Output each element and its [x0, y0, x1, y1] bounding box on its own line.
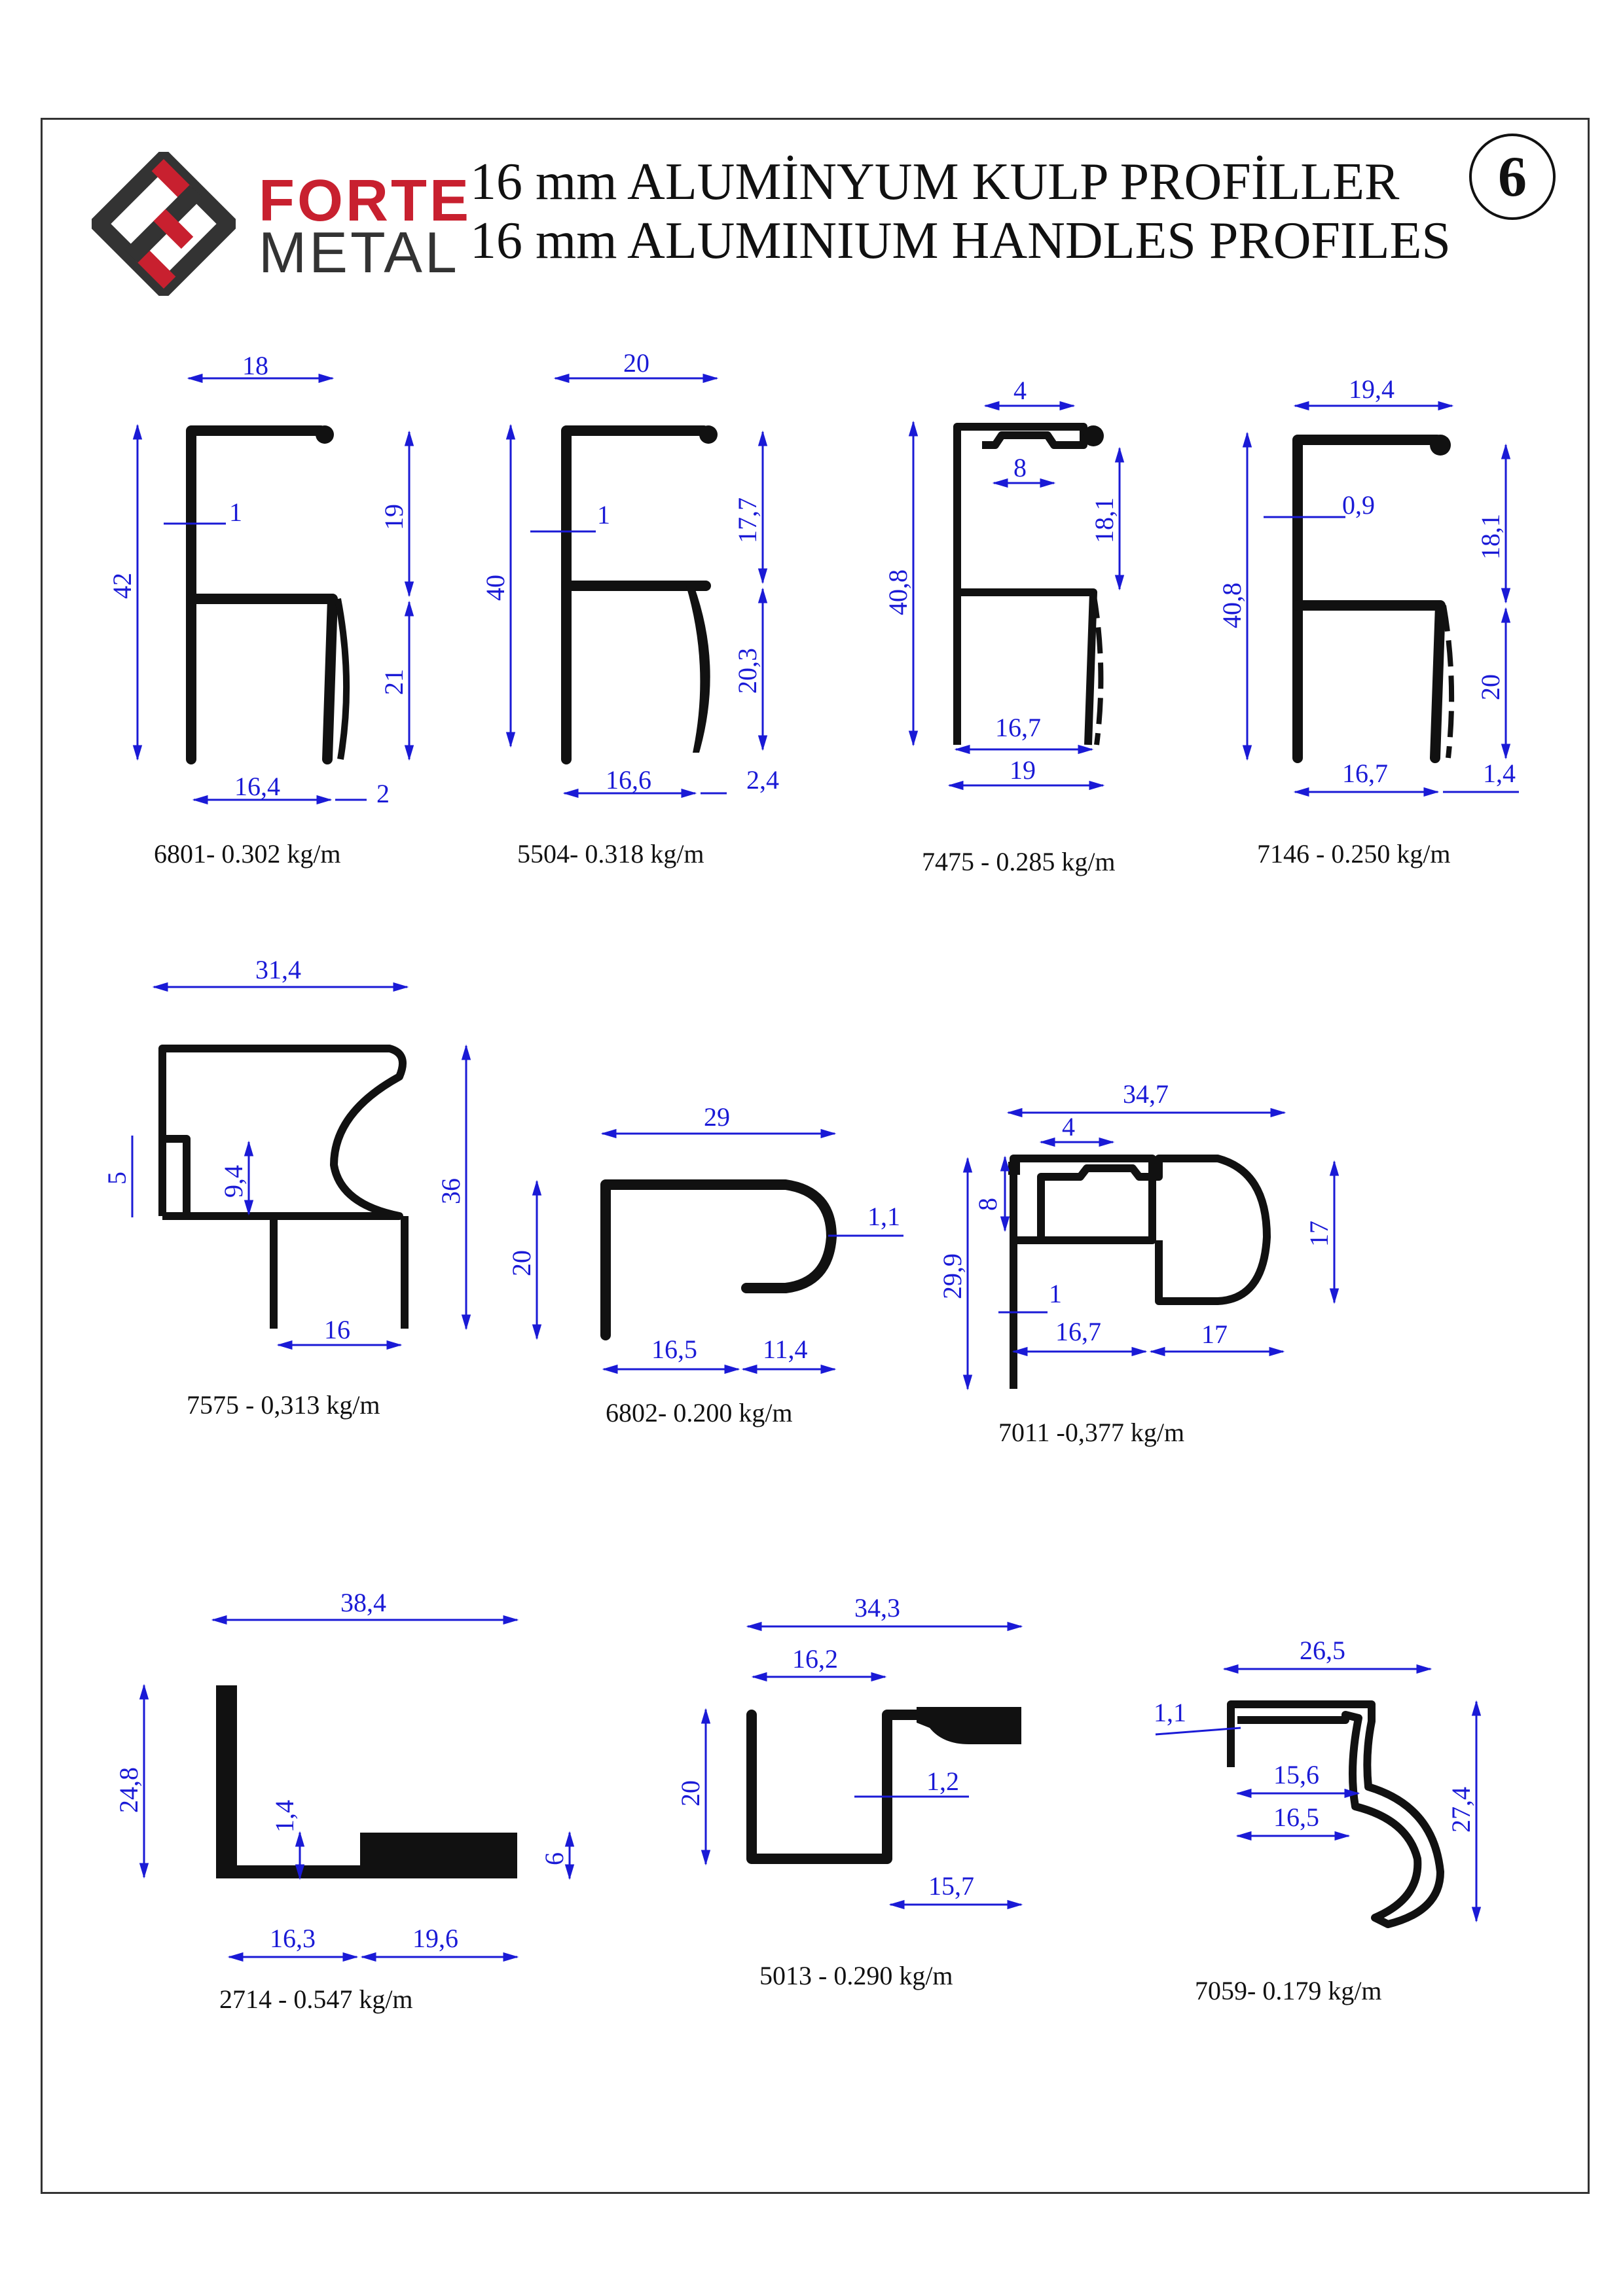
- profile-7146-label: 7146 - 0.250 kg/m: [1257, 839, 1451, 869]
- dim: 26,5: [1300, 1636, 1345, 1665]
- dim: 16,5: [1273, 1803, 1319, 1832]
- dim: 8: [973, 1198, 1002, 1211]
- profile-7146: [1217, 374, 1519, 869]
- profile-7011-label: 7011 -0,377 kg/m: [998, 1418, 1185, 1447]
- profile-7475: [883, 376, 1120, 876]
- dim: 17: [1304, 1221, 1334, 1247]
- dim: 8: [1013, 453, 1027, 482]
- profile-6802-label: 6802- 0.200 kg/m: [606, 1398, 793, 1427]
- profile-5013-label: 5013 - 0.290 kg/m: [759, 1961, 953, 1990]
- profile-7059-label: 7059- 0.179 kg/m: [1195, 1976, 1382, 2005]
- dim: 31,4: [255, 955, 301, 984]
- dim: 1: [229, 497, 242, 527]
- dim: 15,6: [1273, 1760, 1319, 1789]
- title-english: 16 mm ALUMINIUM HANDLES PROFILES: [470, 212, 1451, 270]
- profile-5504: [481, 348, 779, 869]
- profile-6801-label: 6801- 0.302 kg/m: [154, 839, 341, 869]
- dim: 5: [102, 1172, 132, 1185]
- dim: 16,2: [792, 1644, 838, 1674]
- dim: 34,7: [1123, 1079, 1169, 1109]
- dim: 16,7: [1342, 759, 1388, 788]
- dim: 27,4: [1446, 1787, 1476, 1833]
- profile-7575: [102, 955, 466, 1420]
- dim: 1,2: [926, 1767, 959, 1796]
- dim: 17: [1201, 1319, 1228, 1349]
- dim: 40: [481, 575, 510, 601]
- profile-6802: [507, 1102, 903, 1427]
- dim: 34,3: [854, 1593, 900, 1623]
- dim: 20: [1476, 674, 1505, 700]
- dim: 29,9: [938, 1253, 967, 1299]
- dim: 1: [1049, 1279, 1062, 1308]
- dim: 19: [1010, 755, 1036, 785]
- dim: 20,3: [733, 648, 762, 694]
- dim: 1,1: [1154, 1698, 1186, 1727]
- profile-7011: [938, 1079, 1334, 1447]
- profile-2714: [114, 1588, 570, 2014]
- dim: 9,4: [219, 1165, 248, 1198]
- dim: 20: [676, 1780, 705, 1806]
- profile-5013: [676, 1593, 1021, 1990]
- dim: 1,1: [867, 1202, 900, 1231]
- profile-6801: [107, 351, 409, 869]
- dim: 19: [379, 504, 409, 530]
- dim: 19,4: [1349, 374, 1395, 404]
- dim: 18: [242, 351, 268, 380]
- page-number: 6: [1469, 134, 1556, 220]
- dim: 17,7: [733, 497, 762, 543]
- profile-7575-label: 7575 - 0,313 kg/m: [187, 1390, 380, 1420]
- logo-metal: METAL: [259, 220, 460, 285]
- dim: 18,1: [1476, 514, 1505, 560]
- dim: 40,8: [883, 569, 913, 615]
- logo-forte: FORTE: [259, 168, 471, 234]
- dim: 20: [623, 348, 649, 378]
- dim: 36: [436, 1178, 465, 1204]
- dim: 18,1: [1089, 497, 1119, 543]
- dim: 15,7: [928, 1871, 974, 1901]
- dim: 4: [1013, 376, 1027, 405]
- dim: 42: [107, 573, 137, 599]
- profile-2714-label: 2714 - 0.547 kg/m: [219, 1984, 413, 2014]
- profile-7475-label: 7475 - 0.285 kg/m: [922, 847, 1116, 876]
- dim: 24,8: [114, 1767, 143, 1813]
- dim: 2: [376, 779, 390, 808]
- dim: 16,6: [606, 765, 651, 795]
- dim: 16,7: [995, 713, 1041, 742]
- dim: 1,4: [270, 1800, 299, 1833]
- profile-7059: [1154, 1636, 1476, 2005]
- dim: 16: [324, 1315, 350, 1344]
- dim: 20: [507, 1250, 536, 1276]
- dim: 19,6: [412, 1924, 458, 1953]
- dim: 2,4: [746, 765, 779, 795]
- title-turkish: 16 mm ALUMİNYUM KULP PROFİLLER: [470, 153, 1400, 211]
- dim: 0,9: [1342, 490, 1375, 520]
- dim: 16,5: [651, 1335, 697, 1364]
- dim: 1: [597, 500, 610, 529]
- dim: 11,4: [763, 1335, 808, 1364]
- dim: 4: [1062, 1112, 1075, 1141]
- dim: 40,8: [1217, 583, 1247, 628]
- dim: 38,4: [340, 1588, 386, 1617]
- dim: 1,4: [1483, 759, 1516, 788]
- dim: 21: [379, 669, 409, 695]
- dim: 29: [704, 1102, 730, 1132]
- dim: 16,4: [234, 772, 280, 801]
- dim: 16,7: [1055, 1317, 1101, 1346]
- dim: 6: [539, 1852, 569, 1865]
- dim: 16,3: [270, 1924, 316, 1953]
- profile-5504-label: 5504- 0.318 kg/m: [517, 839, 704, 869]
